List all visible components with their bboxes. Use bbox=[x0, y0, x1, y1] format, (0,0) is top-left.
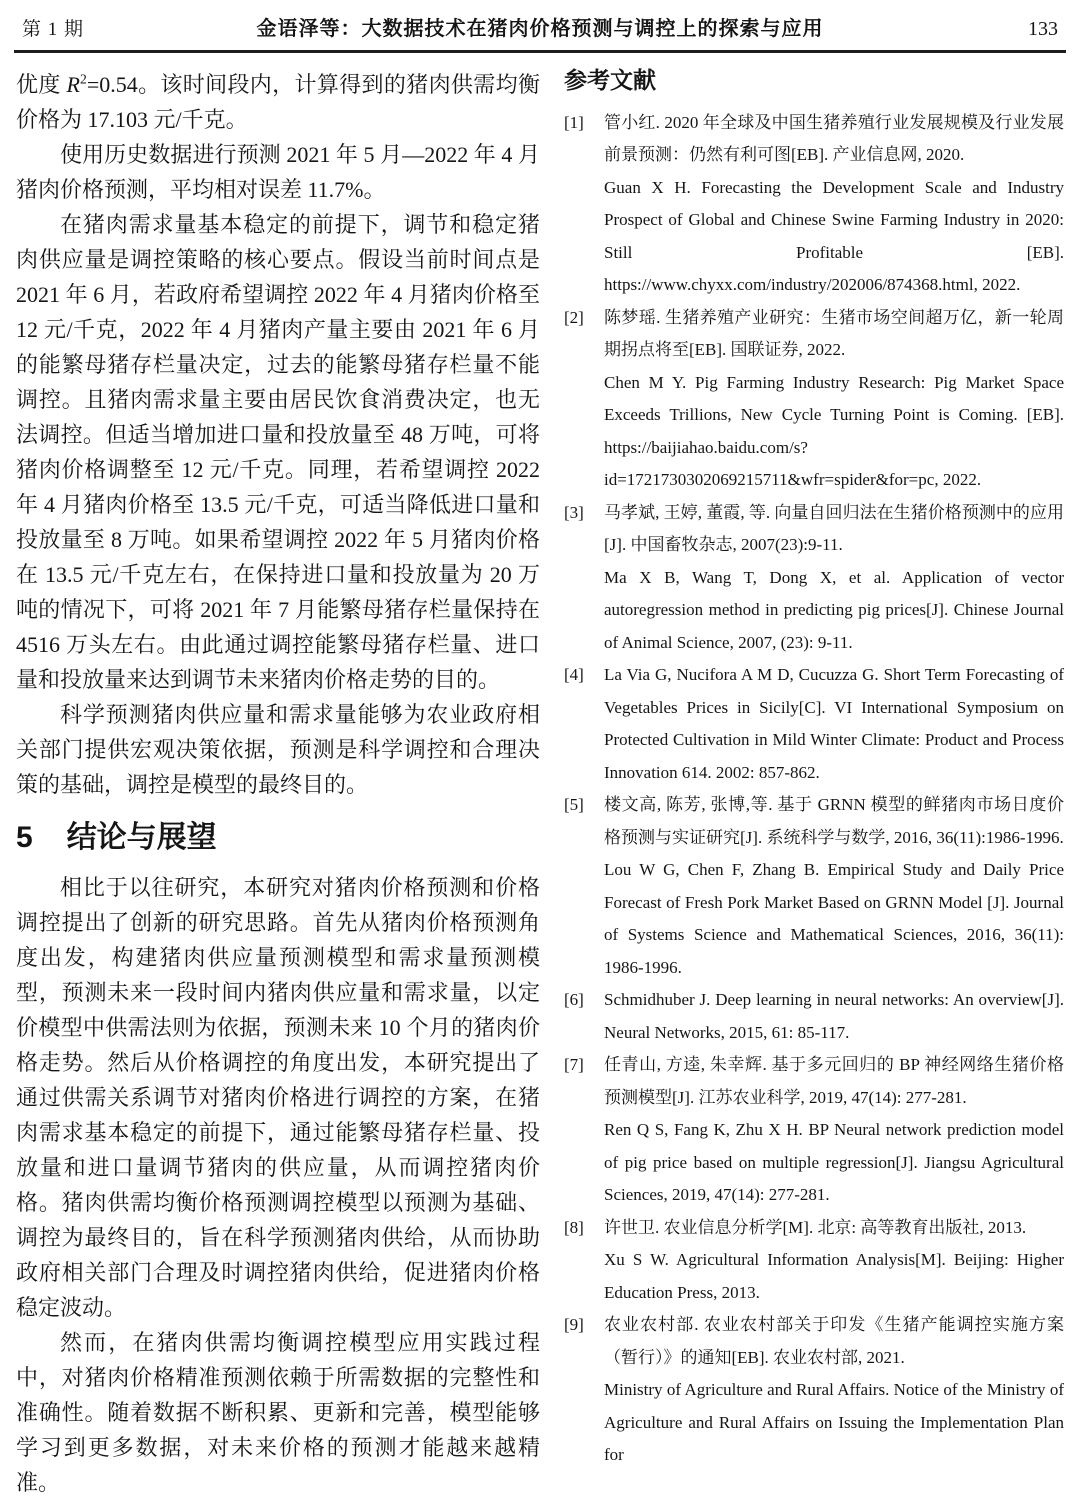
reference-text: 农业农村部. 农业农村部关于印发《生猪产能调控实施方案（暂行）》的通知[EB]. 农业农村部, 2021. bbox=[604, 1315, 1064, 1367]
reference-number: [8] bbox=[564, 1217, 584, 1237]
reference-text: Xu S W. Agricultural Information Analysis[M]. Beijing: Higher Education Press, 2013. bbox=[604, 1250, 1064, 1302]
reference-number: [6] bbox=[564, 990, 584, 1010]
reference-item bbox=[564, 107, 1064, 302]
reference-item bbox=[564, 1309, 1064, 1472]
reference-text: La Via G, Nucifora A M D, Cucuzza G. Short Term Forecasting of Vegetables Prices in Sicily[C]. VI International Symposium on Protected Cultivation in Mild Winter Climate: Product and Process Innovation 614. 2002: 857-862. bbox=[604, 665, 1064, 782]
reference-text: 楼文高, 陈芳, 张博,等. 基于 GRNN 模型的鲜猪肉市场日度价格预测与实证研究[J]. 系统科学与数学, 2016, 36(11):1986-1996. bbox=[604, 795, 1064, 847]
reference-parts bbox=[604, 107, 1064, 302]
running-title: 金语泽等：大数据技术在猪肉价格预测与调控上的探索与应用 bbox=[256, 18, 824, 40]
page-number: 133 bbox=[1028, 18, 1058, 40]
reference-parts bbox=[604, 659, 1064, 789]
reference-parts bbox=[604, 984, 1064, 1049]
reference-parts bbox=[604, 1049, 1064, 1212]
reference-number: [3] bbox=[564, 502, 584, 522]
reference-item bbox=[564, 1049, 1064, 1212]
reference-text: 许世卫. 农业信息分析学[M]. 北京: 高等教育出版社, 2013. bbox=[604, 1217, 1027, 1237]
paragraph: 科学预测猪肉供应量和需求量能够为农业政府相关部门提供宏观决策依据，预测是科学调控和合理决策的基础，调控是模型的最终目的。 bbox=[16, 702, 540, 797]
reference-text: 任青山, 方逵, 朱幸辉. 基于多元回归的 BP 神经网络生猪价格预测模型[J]. 江苏农业科学, 2019, 47(14): 277-281. bbox=[604, 1055, 1064, 1107]
reference-text: Lou W G, Chen F, Zhang B. Empirical Study and Daily Price Forecast of Fresh Pork Market Based on GRNN Model [J]. Journal of Systems Science and Mathematical Sciences, 2016, 36(11): 1986-1996. bbox=[604, 860, 1064, 977]
reference-item bbox=[564, 497, 1064, 660]
math-variable: R bbox=[66, 72, 80, 97]
reference-text: Ministry of Agriculture and Rural Affairs. Notice of the Ministry of Agriculture and Rural Affairs on Issuing the Implementation Plan for bbox=[604, 1380, 1064, 1465]
reference-text: Ma X B, Wang T, Dong X, et al. Application of vector autoregression method in predicting pig prices[J]. Chinese Journal of Animal Science, 2007, (23): 9-11. bbox=[604, 567, 1064, 652]
reference-text: Schmidhuber J. Deep learning in neural networks: An overview[J]. Neural Networks, 2015, 61: 85-117. bbox=[604, 990, 1064, 1042]
reference-number: [9] bbox=[564, 1315, 584, 1335]
reference-number: [5] bbox=[564, 795, 584, 815]
reference-item bbox=[564, 302, 1064, 497]
reference-parts bbox=[604, 497, 1064, 660]
reference-number: [1] bbox=[564, 112, 584, 132]
reference-number: [7] bbox=[564, 1055, 584, 1075]
paragraph: 相比于以往研究，本研究对猪肉价格预测和价格调控提出了创新的研究思路。首先从猪肉价格预测角度出发，构建猪肉供应量预测模型和需求量预测模型，预测未来一段时间内猪肉供应量和需求量，以定价模型中供需法则为依据，预测未来 10 个月的猪肉价格走势。然后从价格调控的角度出发，本研究提出了通过供需关系调节对猪肉价格进行调控的方案，在猪肉需求基本稳定的前提下，通过能繁母猪存栏量、投放量和进口量调节猪肉的供应量，从而调控猪肉价格。猪肉供需均衡价格预测调控模型以预测为基础、调控为最终目的，旨在科学预测猪肉供给，从而协助政府相关部门合理及时调控猪肉供给，促进猪肉价格稳定波动。 bbox=[16, 875, 540, 1320]
reference-text: Chen M Y. Pig Farming Industry Research: Pig Market Space Exceeds Trillions, New Cycle Turning Point is Coming. [EB]. https://baijiahao.baidu.com/s?id=1721730302069215711&wfr=spider&for=pc, 2022. bbox=[604, 372, 1064, 490]
two-column-body bbox=[14, 53, 1066, 1500]
section-paragraphs bbox=[16, 870, 540, 1500]
references-heading: 参考文献 bbox=[564, 67, 656, 93]
reference-item bbox=[564, 789, 1064, 984]
section-title: 结论与展望 bbox=[66, 821, 217, 854]
paragraph: 在猪肉需求量基本稳定的前提下，调节和稳定猪肉供应量是调控策略的核心要点。假设当前时间点是 2021 年 6 月，若政府希望调控 2022 年 4 月猪肉价格至 12 元/千克，2022 年 4 月猪肉产量主要由 2021 年 6 月的能繁母猪存栏量决定，过去的能繁母猪存栏量不能调控。且猪肉需求量主要由居民饮食消费决定，也无法调控。但适当增加进口量和投放量至 48 万吨，可将猪肉价格调整至 12 元/千克。同理，若希望调控 2022 年 4 月猪肉价格至 13.5 元/千克，可适当降低进口量和投放量至 8 万吨。如果希望调控 2022 年 5 月猪肉价格在 13.5 元/千克左右，在保持进口量和投放量为 20 万吨的情况下，可将 2021 年 7 月能繁母猪存栏量保持在 4516 万头左右。由此通过调控能繁母猪存栏量、进口量和投放量来达到调节未来猪肉价格走势的目的。 bbox=[16, 212, 540, 692]
left-column bbox=[16, 67, 540, 1500]
reference-text: 陈梦瑶. 生猪养殖产业研究：生猪市场空间超万亿，新一轮周期拐点将至[EB]. 国联证券, 2022. bbox=[604, 307, 1064, 360]
superscript: 2 bbox=[80, 71, 87, 87]
right-column bbox=[564, 67, 1064, 1500]
running-head bbox=[14, 8, 1066, 53]
reference-parts bbox=[604, 302, 1064, 497]
reference-parts bbox=[604, 789, 1064, 984]
paragraph: 然而，在猪肉供需均衡调控模型应用实践过程中，对猪肉价格精准预测依赖于所需数据的完整性和准确性。随着数据不断积累、更新和完善，模型能够学习到更多数据，对未来价格的预测才能越来越精准。 bbox=[16, 1330, 540, 1495]
reference-text: Guan X H. Forecasting the Development Scale and Industry Prospect of Global and Chinese Swine Farming Industry in 2020: Still Profitable [EB]. https://www.chyxx.com/industry/202006/874368.html, 2022. bbox=[604, 177, 1064, 295]
body-paragraphs bbox=[16, 137, 540, 802]
reference-text: 管小红. 2020 年全球及中国生猪养殖行业发展规模及行业发展前景预测：仍然有利可图[EB]. 产业信息网, 2020. bbox=[604, 112, 1064, 165]
text-run: =0.54。该时间段内，计算得到的猪肉供需均衡价格为 17.103 元/千克。 bbox=[16, 72, 540, 132]
references-list bbox=[564, 107, 1064, 1472]
issue-label: 第 1 期 bbox=[22, 19, 85, 40]
paragraph-continuation bbox=[16, 67, 540, 137]
reference-parts bbox=[604, 1309, 1064, 1472]
reference-item bbox=[564, 659, 1064, 789]
section-heading bbox=[16, 820, 540, 856]
text-run: 优度 bbox=[16, 72, 67, 97]
reference-parts bbox=[604, 1212, 1064, 1310]
reference-text: Ren Q S, Fang K, Zhu X H. BP Neural network prediction model of pig price based on multiple regression[J]. Jiangsu Agricultural Sciences, 2019, 47(14): 277-281. bbox=[604, 1120, 1064, 1205]
reference-number: [4] bbox=[564, 665, 584, 685]
reference-item bbox=[564, 984, 1064, 1049]
section-number: 5 bbox=[16, 821, 33, 854]
reference-item bbox=[564, 1212, 1064, 1310]
reference-text: 马孝斌, 王婷, 董霞, 等. 向量自回归法在生猪价格预测中的应用[J]. 中国畜牧杂志, 2007(23):9-11. bbox=[604, 502, 1064, 555]
paragraph: 使用历史数据进行预测 2021 年 5 月—2022 年 4 月猪肉价格预测，平均相对误差 11.7%。 bbox=[16, 142, 540, 202]
reference-number: [2] bbox=[564, 307, 584, 327]
